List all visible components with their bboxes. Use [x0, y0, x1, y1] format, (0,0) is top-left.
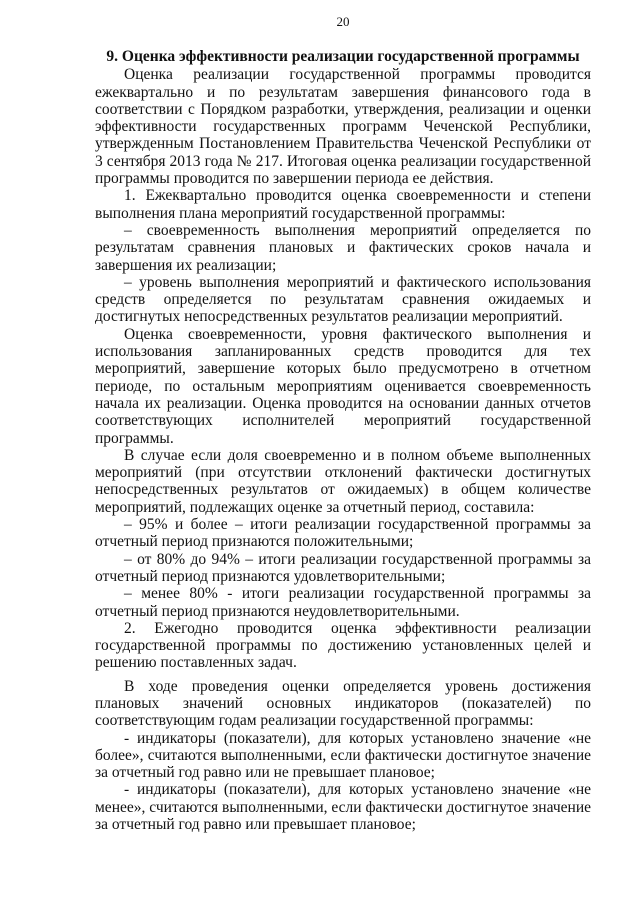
list-item-unsatisfactory: – менее 80% - итоги реализации государственной программы за отчетный период признаются неудовлетворительными. — [95, 585, 591, 620]
list-item-not-less: - индикаторы (показатели), для которых установлено значение «не менее», считаются выполненными, если фактически достигнутое значение за отчетный год равно или превышает плановое; — [95, 781, 591, 834]
paragraph-share-criteria: В случае если доля своевременно и в полном объеме выполненных мероприятий (при отсутствии отклонений фактически достигнутых непосредственных результатов от ожидаемых) в общем количестве мероприятий, подлежащих оценке за отчетный период, составила: — [95, 446, 591, 516]
list-item-execution-level: – уровень выполнения мероприятий и фактического использования средств определяется по результатам сравнения ожидаемых и достигнутых непосредственных результатов реализации мероприятий. — [95, 273, 591, 326]
paragraph-indicators-level: В ходе проведения оценки определяется уровень достижения плановых значений основных индикаторов (показателей) по соответствующим годам реализации государственной программы: — [95, 677, 591, 730]
paragraph-quarterly-assessment: 1. Ежеквартально проводится оценка своевременности и степени выполнения плана мероприятий государственной программы: — [95, 187, 591, 222]
paragraph-assessment-scope: Оценка своевременности, уровня фактического выполнения и использования запланированных средств проводится для тех мероприятий, завершение которых было предусмотрено в отчетном периоде, по остальным мероприятиям оценивается своевременность начала их реализации. Оценка проводится на основании данных отчетов соответствующих исполнителей мероприятий государственной программы. — [95, 325, 591, 447]
list-item-positive: – 95% и более – итоги реализации государственной программы за отчетный период признаются положительными; — [95, 516, 591, 551]
list-item-satisfactory: – от 80% до 94% – итоги реализации государственной программы за отчетный период признаются удовлетворительными; — [95, 550, 591, 585]
section-title: 9. Оценка эффективности реализации государственной программы — [106, 48, 580, 65]
list-item-timeliness: – своевременность выполнения мероприятий определяется по результатам сравнения плановых и фактических сроков начала и завершения их реализации; — [95, 221, 591, 274]
paragraph-intro: Оценка реализации государственной программы проводится ежеквартально и по результатам завершения финансового года в соответствии с Порядком разработки, утверждения, реализации и оценки эффективности государственных программ Чеченской Республики, утвержденным Постановлением Правительства Чеченской Республики от 3 сентября 2013 года № 217. Итоговая оценка реализации государственной программы проводится по завершении периода ее действия. — [95, 66, 591, 188]
page-number: 20 — [336, 14, 350, 29]
paragraph-annual-assessment: 2. Ежегодно проводится оценка эффективности реализации государственной программы по достижению установленных целей и решению поставленных задач. — [95, 619, 591, 672]
list-item-not-more: - индикаторы (показатели), для которых установлено значение «не более», считаются выполненными, если фактически достигнутое значение за отчетный год равно или не превышает плановое; — [95, 729, 591, 782]
